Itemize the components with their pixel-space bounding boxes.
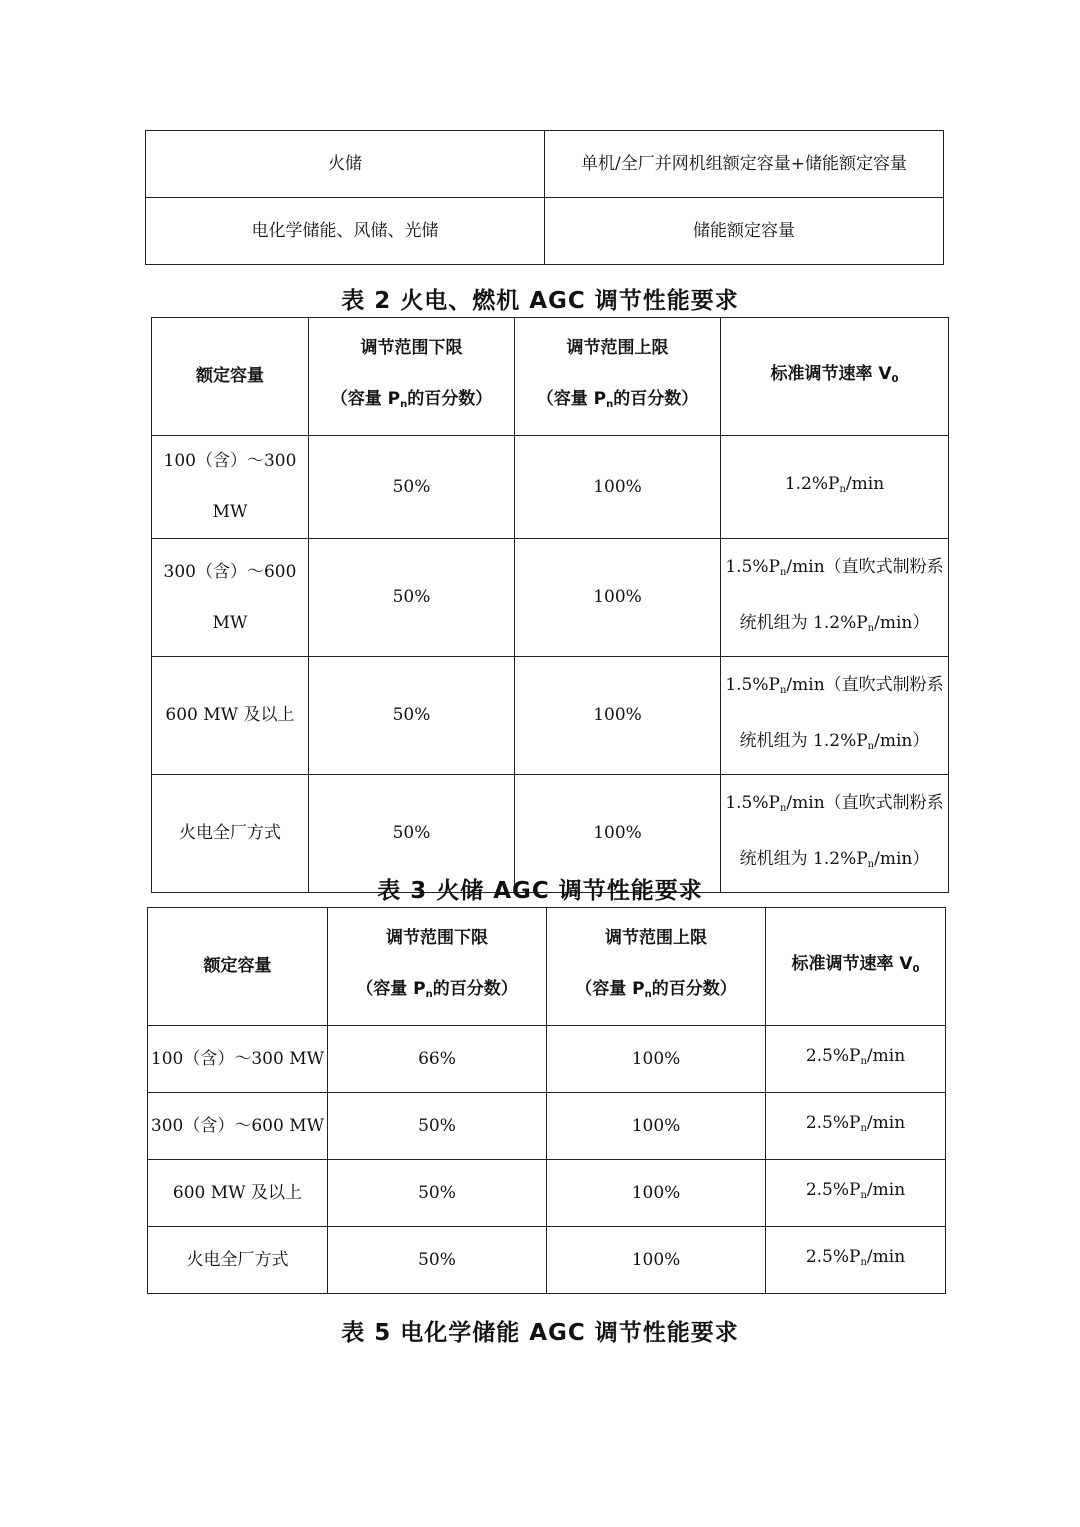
rate-text: /min bbox=[866, 1180, 906, 1200]
header-text: 标准调节速率 V bbox=[770, 363, 892, 384]
cell-capacity: 火电全厂方式 bbox=[148, 1227, 328, 1294]
cell-upper: 100% bbox=[547, 1093, 766, 1160]
rate-text: 2.5%P bbox=[805, 1113, 861, 1133]
subscript: n bbox=[860, 1257, 867, 1268]
subscript: 0 bbox=[912, 963, 920, 975]
table-row bbox=[146, 131, 944, 198]
cell-rate bbox=[766, 1026, 946, 1093]
cell-upper: 100% bbox=[515, 657, 721, 775]
cell-capacity: 600 MW 及以上 bbox=[148, 1160, 328, 1227]
rate-text: 1.5%P bbox=[725, 792, 780, 813]
header-rated-capacity: 额定容量 bbox=[152, 318, 309, 436]
cell-lower: 50% bbox=[309, 436, 515, 539]
header-line: 调节范围上限 bbox=[566, 338, 669, 358]
table-header-row bbox=[148, 908, 946, 1026]
table-5-caption: 表 5 电化学储能 AGC 调节性能要求 bbox=[341, 1320, 739, 1346]
table-cell: 火储 bbox=[146, 131, 545, 198]
subscript: n bbox=[860, 1123, 867, 1134]
rate-text: /min bbox=[866, 1113, 906, 1133]
header-line: 调节范围上限 bbox=[605, 928, 707, 948]
rate-text: /min（直吹式制粉系 bbox=[786, 556, 944, 577]
table-3-caption: 表 3 火储 AGC 调节性能要求 bbox=[377, 878, 703, 904]
header-text: （容量 P bbox=[330, 389, 401, 409]
cell-rate bbox=[721, 436, 949, 539]
cell-lower: 50% bbox=[309, 657, 515, 775]
rate-text: 统机组为 1.2%P bbox=[739, 730, 868, 751]
rate-text: 1.5%P bbox=[725, 674, 780, 695]
header-line bbox=[515, 374, 720, 430]
rate-text: 2.5%P bbox=[805, 1247, 861, 1267]
table-row bbox=[148, 1026, 946, 1093]
subscript: n bbox=[779, 566, 787, 578]
subscript: n bbox=[779, 684, 787, 696]
header-standard-rate bbox=[721, 318, 949, 436]
cell-capacity: 100（含）～300 MW bbox=[152, 436, 309, 539]
rate-line bbox=[721, 542, 948, 598]
rate-line bbox=[721, 660, 948, 716]
rate-text: 统机组为 1.2%P bbox=[739, 612, 868, 633]
header-range-lower bbox=[328, 908, 547, 1026]
table-row bbox=[148, 1227, 946, 1294]
cell-rate bbox=[721, 539, 949, 657]
cell-upper: 100% bbox=[547, 1160, 766, 1227]
rate-text: 2.5%P bbox=[805, 1046, 861, 1066]
header-standard-rate bbox=[766, 908, 946, 1026]
table-row bbox=[152, 436, 949, 539]
header-range-upper bbox=[547, 908, 766, 1026]
cell-rate bbox=[766, 1093, 946, 1160]
subscript: n bbox=[400, 399, 408, 410]
header-text: 的百分数） bbox=[651, 979, 737, 999]
rate-text: /min） bbox=[874, 848, 930, 869]
cell-capacity: 火电全厂方式 bbox=[152, 775, 309, 893]
cell-upper: 100% bbox=[547, 1026, 766, 1093]
header-text: 标准调节速率 V bbox=[791, 953, 913, 974]
cell-lower: 50% bbox=[328, 1093, 547, 1160]
rate-text: /min bbox=[866, 1247, 906, 1267]
subscript: n bbox=[644, 989, 652, 1000]
cell-upper: 100% bbox=[515, 775, 721, 893]
table-cell: 电化学储能、风储、光储 bbox=[146, 198, 545, 265]
rate-text: /min（直吹式制粉系 bbox=[786, 674, 944, 695]
rate-text: /min（直吹式制粉系 bbox=[786, 792, 944, 813]
header-line bbox=[328, 964, 546, 1020]
cell-lower: 66% bbox=[328, 1026, 547, 1093]
cell-lower: 50% bbox=[328, 1227, 547, 1294]
subscript: n bbox=[839, 484, 846, 495]
header-line bbox=[309, 374, 514, 430]
header-text: 的百分数） bbox=[407, 389, 493, 409]
table-row bbox=[152, 539, 949, 657]
cell-lower: 50% bbox=[328, 1160, 547, 1227]
subscript: n bbox=[606, 399, 614, 410]
rate-text: 2.5%P bbox=[805, 1180, 861, 1200]
table-2 bbox=[151, 317, 949, 893]
header-rated-capacity: 额定容量 bbox=[148, 908, 328, 1026]
subscript: n bbox=[860, 1056, 867, 1067]
table-row bbox=[146, 198, 944, 265]
rate-line bbox=[721, 598, 948, 654]
cell-capacity: 300（含）～600 MW bbox=[148, 1093, 328, 1160]
cell-rate bbox=[766, 1160, 946, 1227]
subscript: n bbox=[779, 802, 787, 814]
cell-lower: 50% bbox=[309, 775, 515, 893]
subscript: n bbox=[867, 740, 875, 752]
table-capacity-definition bbox=[145, 130, 944, 265]
header-text: 的百分数） bbox=[613, 389, 699, 409]
header-text: （容量 P bbox=[575, 979, 645, 999]
table-row bbox=[148, 1160, 946, 1227]
table-row bbox=[148, 1093, 946, 1160]
cell-upper: 100% bbox=[515, 436, 721, 539]
cell-rate bbox=[766, 1227, 946, 1294]
rate-text: /min bbox=[845, 474, 885, 494]
rate-text: /min bbox=[866, 1046, 906, 1066]
rate-line bbox=[721, 716, 948, 772]
subscript: 0 bbox=[891, 373, 899, 385]
header-range-lower bbox=[309, 318, 515, 436]
table-cell: 储能额定容量 bbox=[545, 198, 944, 265]
table-3 bbox=[147, 907, 946, 1294]
cell-rate bbox=[721, 657, 949, 775]
subscript: n bbox=[867, 622, 875, 634]
table-cell: 单机/全厂并网机组额定容量+储能额定容量 bbox=[545, 131, 944, 198]
cell-upper: 100% bbox=[547, 1227, 766, 1294]
table-2-caption: 表 2 火电、燃机 AGC 调节性能要求 bbox=[341, 288, 739, 314]
header-line: 调节范围下限 bbox=[386, 928, 488, 948]
header-line bbox=[547, 964, 765, 1020]
header-line: 调节范围下限 bbox=[360, 338, 463, 358]
cell-upper: 100% bbox=[515, 539, 721, 657]
rate-text: /min） bbox=[874, 730, 930, 751]
rate-text: 1.5%P bbox=[725, 556, 780, 577]
subscript: n bbox=[867, 858, 875, 870]
cell-capacity: 600 MW 及以上 bbox=[152, 657, 309, 775]
subscript: n bbox=[860, 1190, 867, 1201]
cell-capacity: 100（含）～300 MW bbox=[148, 1026, 328, 1093]
rate-text: 1.2%P bbox=[784, 474, 840, 494]
header-text: （容量 P bbox=[356, 979, 426, 999]
header-text: 的百分数） bbox=[432, 979, 518, 999]
subscript: n bbox=[425, 989, 433, 1000]
rate-text: /min） bbox=[874, 612, 930, 633]
rate-line bbox=[721, 778, 948, 834]
cell-capacity: 300（含）～600 MW bbox=[152, 539, 309, 657]
table-row bbox=[152, 657, 949, 775]
table-header-row bbox=[152, 318, 949, 436]
header-range-upper bbox=[515, 318, 721, 436]
rate-text: 统机组为 1.2%P bbox=[739, 848, 868, 869]
cell-lower: 50% bbox=[309, 539, 515, 657]
header-text: （容量 P bbox=[536, 389, 607, 409]
